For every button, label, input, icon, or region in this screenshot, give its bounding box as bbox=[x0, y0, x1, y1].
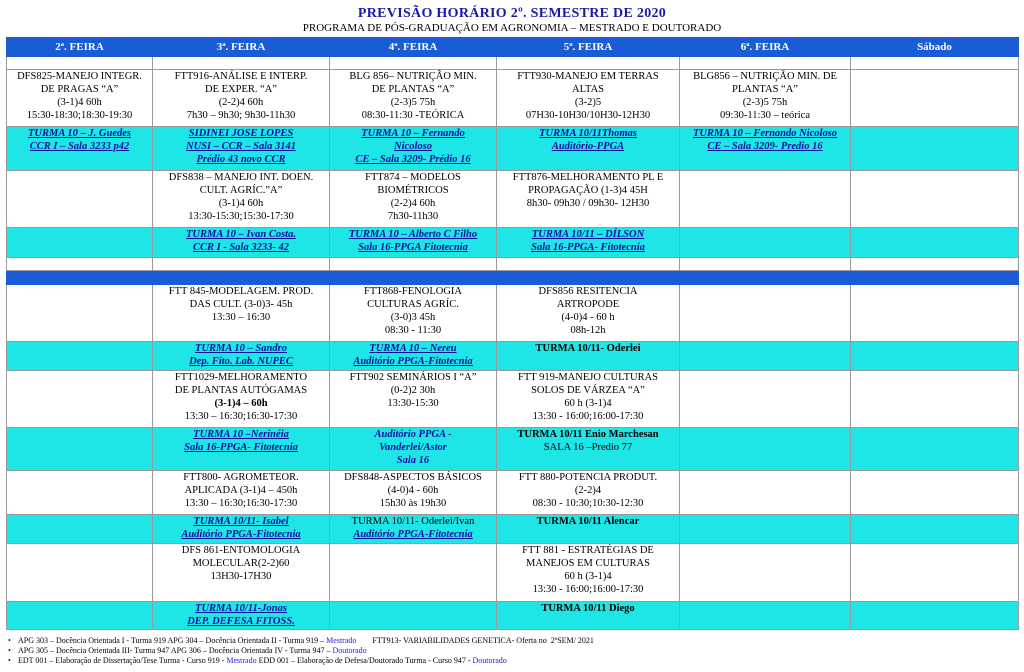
course-cell-qua: DFS848-ASPECTOS BÁSICOS (4-0)4 - 60h 15h30 às 19h30 bbox=[330, 471, 497, 515]
turma-cell-seg bbox=[7, 602, 153, 630]
course-cell-sex bbox=[680, 471, 851, 515]
turma-cell-seg bbox=[7, 342, 153, 371]
course-cell-ter: FTT 845-MODELAGEM. PROD. DAS CULT. (3-0)3- 45h 13:30 – 16:30 bbox=[153, 285, 330, 342]
bullet-icon: • bbox=[8, 636, 11, 645]
course-cell-sab bbox=[851, 70, 1019, 127]
course-cell-seg bbox=[7, 371, 153, 428]
course-cell-sex: BLG856 – NUTRIÇÃO MIN. DE PLANTAS “A” (2-3)5 75h 09:30-11:30 – teórica bbox=[680, 70, 851, 127]
course-cell-ter: FTT800- AGROMETEOR. APLICADA (3-1)4 – 450h 13:30 – 16:30;16:30-17:30 bbox=[153, 471, 330, 515]
turma-cell-sex bbox=[680, 515, 851, 544]
turma-cell-qui: TURMA 10/11Thomas Auditório-PPGA bbox=[497, 127, 680, 171]
footer-line: • EDT 001 – Elaboração de Dissertação/Tese Turma - Curso 919 - Mestrado EDD 001 – Elaboração de Defesa/Doutorado Turma - Curso 947 - Doutorado bbox=[8, 656, 507, 665]
course-cell-qua bbox=[330, 544, 497, 602]
day-header-qua: 4ª. FEIRA bbox=[330, 38, 497, 57]
course-cell-ter: DFS 861-ENTOMOLOGIA MOLECULAR(2-2)60 13H30-17H30 bbox=[153, 544, 330, 602]
turma-row bbox=[7, 515, 1019, 544]
turma-cell-qui: TURMA 10/11 Alencar bbox=[497, 515, 680, 544]
course-cell-sex bbox=[680, 285, 851, 342]
course-cell-ter: FTT1029-MELHORAMENTO DE PLANTAS AUTÓGAMAS (3-1)4 – 60h 13:30 – 16:30;16:30-17:30 bbox=[153, 371, 330, 428]
turma-cell-sab bbox=[851, 428, 1019, 471]
section-divider bbox=[7, 271, 1019, 285]
course-cell-seg bbox=[7, 471, 153, 515]
turma-cell-sab bbox=[851, 228, 1019, 258]
turma-cell-qui: TURMA 10/11 Enio Marchesan SALA 16 –Predio 77 bbox=[497, 428, 680, 471]
course-cell-sex bbox=[680, 544, 851, 602]
course-row bbox=[7, 70, 1019, 127]
turma-cell-sex bbox=[680, 342, 851, 371]
course-cell-sab bbox=[851, 471, 1019, 515]
page-title: PREVISÃO HORÁRIO 2º. SEMESTRE DE 2020 bbox=[357, 6, 667, 21]
turma-cell-sab bbox=[851, 127, 1019, 171]
course-cell-seg bbox=[7, 544, 153, 602]
course-cell-qua: FTT868-FENOLOGIA CULTURAS AGRÍC. (3-0)3 45h 08:30 - 11:30 bbox=[330, 285, 497, 342]
course-cell-qui: FTT876-MELHORAMENTO PL E PROPAGAÇÃO (1-3)4 45H 8h30- 09h30 / 09h30- 12H30 bbox=[497, 171, 680, 228]
course-cell-qui: FTT 881 - ESTRATÉGIAS DE MANEJOS EM CULTURAS 60 h (3-1)4 13:30 - 16:00;16:00-17:30 bbox=[497, 544, 680, 602]
turma-cell-seg bbox=[7, 228, 153, 258]
schedule-table bbox=[6, 37, 1019, 630]
day-header-sab: Sábado bbox=[851, 38, 1019, 57]
turma-cell-seg: TURMA 10 – J. Guedes CCR I – Sala 3233 p42 bbox=[7, 127, 153, 171]
turma-row bbox=[7, 602, 1019, 630]
bullet-icon: • bbox=[8, 646, 11, 655]
header-row bbox=[7, 38, 1019, 57]
turma-cell-sex bbox=[680, 228, 851, 258]
footer-line: • APG 305 – Docência Orientada III- Turma 947 APG 306 – Docência Orientada IV - Turma 947 – Doutorado bbox=[8, 646, 367, 655]
turma-row bbox=[7, 127, 1019, 171]
turma-cell-ter: SIDINEI JOSE LOPES NUSI – CCR – Sala 3141 Prédio 43 novo CCR bbox=[153, 127, 330, 171]
footer-notes bbox=[8, 636, 1018, 666]
turma-cell-sab bbox=[851, 602, 1019, 630]
spacer-row bbox=[7, 57, 1019, 70]
turma-cell-qui: TURMA 10/11- Oderlei bbox=[497, 342, 680, 371]
spacer-row bbox=[7, 258, 1019, 271]
turma-cell-sex bbox=[680, 428, 851, 471]
course-cell-qua: FTT902 SEMINÁRIOS I “A” (0-2)2 30h 13:30-15:30 bbox=[330, 371, 497, 428]
turma-cell-qua: TURMA 10 – Alberto C Filho Sala 16-PPGA Fitotecnia bbox=[330, 228, 497, 258]
course-cell-sab bbox=[851, 171, 1019, 228]
turma-cell-ter: TURMA 10 –Nerinéia Sala 16-PPGA- Fitotecnia bbox=[153, 428, 330, 471]
turma-cell-qua: TURMA 10/11- Oderlei/Ivan Auditório PPGA-Fitotecnia bbox=[330, 515, 497, 544]
course-cell-sab bbox=[851, 544, 1019, 602]
course-cell-seg bbox=[7, 285, 153, 342]
turma-row bbox=[7, 428, 1019, 471]
turma-cell-ter: TURMA 10/11-Jonas DEP. DEFESA FITOSS. bbox=[153, 602, 330, 630]
course-cell-qua: FTT874 – MODELOS BIOMÉTRICOS (2-2)4 60h 7h30-11h30 bbox=[330, 171, 497, 228]
day-header-ter: 3ª. FEIRA bbox=[153, 38, 330, 57]
course-cell-qui: FTT 919-MANEJO CULTURAS SOLOS DE VÁRZEA “A” 60 h (3-1)4 13:30 - 16:00;16:00-17:30 bbox=[497, 371, 680, 428]
course-cell-ter: DFS838 – MANEJO INT. DOEN. CULT. AGRÍC.”A” (3-1)4 60h 13:30-15:30;15:30-17:30 bbox=[153, 171, 330, 228]
turma-cell-qua bbox=[330, 602, 497, 630]
turma-row bbox=[7, 342, 1019, 371]
course-cell-sex bbox=[680, 171, 851, 228]
course-cell-ter: FTT916-ANÁLISE E INTERP. DE EXPER. “A” (2-2)4 60h 7h30 – 9h30; 9h30-11h30 bbox=[153, 70, 330, 127]
course-cell-qui: DFS856 RESITENCIA ARTROPODE (4-0)4 - 60 h 08h-12h bbox=[497, 285, 680, 342]
course-row bbox=[7, 171, 1019, 228]
course-cell-qui: FTT 880-POTENCIA PRODUT. (2-2)4 08:30 - 10:30;10:30-12:30 bbox=[497, 471, 680, 515]
course-row bbox=[7, 544, 1019, 602]
course-cell-qui: FTT930-MANEJO EM TERRAS ALTAS (3-2)5 07H30-10H30/10H30-12H30 bbox=[497, 70, 680, 127]
course-cell-seg: DFS825-MANEJO INTEGR. DE PRAGAS “A” (3-1)4 60h 15:30-18:30;18:30-19:30 bbox=[7, 70, 153, 127]
turma-cell-qua: TURMA 10 – Fernando Nicoloso CE – Sala 3209- Prédio 16 bbox=[330, 127, 497, 171]
course-cell-sab bbox=[851, 285, 1019, 342]
turma-cell-qui: TURMA 10/11 Diego bbox=[497, 602, 680, 630]
course-cell-sex bbox=[680, 371, 851, 428]
turma-cell-ter: TURMA 10 – Ivan Costa. CCR I - Sala 3233- 42 bbox=[153, 228, 330, 258]
turma-cell-seg bbox=[7, 428, 153, 471]
turma-cell-qua: TURMA 10 – Nereu Auditório PPGA-Fitotecnia bbox=[330, 342, 497, 371]
turma-cell-sex: TURMA 10 – Fernando Nicoloso CE – Sala 3209- Predio 16 bbox=[680, 127, 851, 171]
turma-cell-seg bbox=[7, 515, 153, 544]
turma-cell-sex bbox=[680, 602, 851, 630]
course-cell-sab bbox=[851, 371, 1019, 428]
footer-line: • APG 303 – Docência Orientada I - Turma 919 APG 304 – Docência Orientada II - Turma 919 – Mestrado FTT913- VARIABILIDADES GENETICA- Oferta no 2ºSEM/ 2021 bbox=[8, 636, 594, 645]
turma-cell-ter: TURMA 10 – Sandro Dep. Fito. Lab. NUPEC bbox=[153, 342, 330, 371]
course-cell-seg bbox=[7, 171, 153, 228]
turma-cell-sab bbox=[851, 342, 1019, 371]
day-header-seg: 2ª. FEIRA bbox=[7, 38, 153, 57]
turma-cell-qua: Auditório PPGA - Vanderlei/Astor Sala 16 bbox=[330, 428, 497, 471]
course-row bbox=[7, 471, 1019, 515]
bullet-icon: • bbox=[8, 656, 11, 665]
page-subtitle: PROGRAMA DE PÓS-GRADUAÇÃO EM AGRONOMIA – MESTRADO E DOUTORADO bbox=[302, 22, 722, 34]
turma-cell-qui: TURMA 10/11 – DÍLSON Sala 16-PPGA- Fitotecnia bbox=[497, 228, 680, 258]
course-cell-qua: BLG 856– NUTRIÇÃO MIN. DE PLANTAS “A” (2-3)5 75h 08:30-11:30 -TEÓRICA bbox=[330, 70, 497, 127]
day-header-sex: 6ª. FEIRA bbox=[680, 38, 851, 57]
turma-cell-sab bbox=[851, 515, 1019, 544]
course-row bbox=[7, 371, 1019, 428]
turma-cell-ter: TURMA 10/11- Isabel Auditório PPGA-Fitotecnia bbox=[153, 515, 330, 544]
turma-row bbox=[7, 228, 1019, 258]
day-header-qui: 5ª. FEIRA bbox=[497, 38, 680, 57]
course-row bbox=[7, 285, 1019, 342]
